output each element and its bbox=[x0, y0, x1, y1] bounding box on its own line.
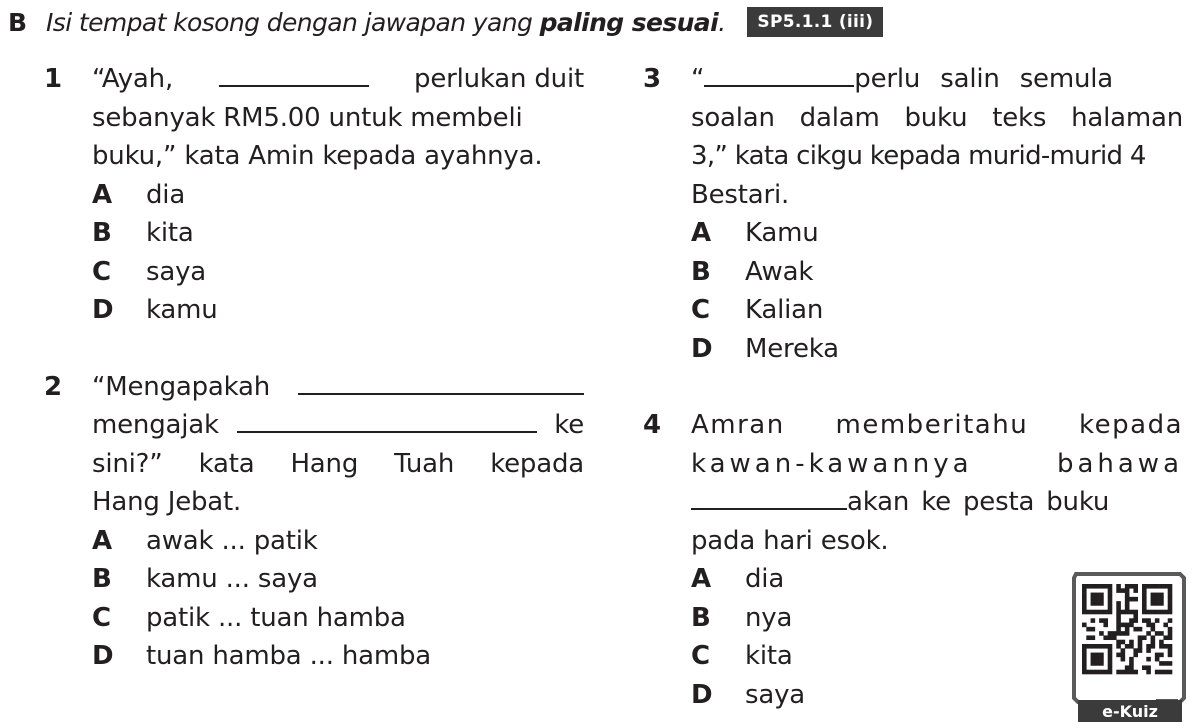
stem-line bbox=[691, 483, 1183, 522]
option-text: Awak bbox=[745, 256, 814, 287]
stem-line: Bestari. bbox=[691, 179, 790, 210]
instruction-end: . bbox=[718, 7, 726, 37]
question-stem bbox=[92, 60, 584, 176]
option-d[interactable] bbox=[691, 330, 1183, 369]
option-letter: D bbox=[92, 295, 114, 325]
option-d[interactable] bbox=[92, 637, 584, 676]
stem-line: sini?” kata Hang Tuah kepada bbox=[92, 448, 584, 479]
option-b[interactable] bbox=[92, 214, 584, 253]
left-column bbox=[44, 60, 584, 676]
stem-line bbox=[92, 406, 584, 445]
option-text: kamu bbox=[146, 295, 218, 325]
stem-line: pada hari esok. bbox=[691, 525, 889, 556]
option-text: patik ... tuan hamba bbox=[146, 602, 406, 633]
section-instruction bbox=[46, 8, 725, 37]
question-number: 4 bbox=[643, 410, 661, 440]
option-letter: A bbox=[92, 525, 112, 556]
option-letter: A bbox=[92, 179, 112, 210]
spacer bbox=[44, 330, 584, 368]
question-1 bbox=[44, 60, 584, 330]
question-stem bbox=[691, 60, 1183, 214]
instruction-bold: paling sesuai bbox=[539, 7, 719, 37]
stem-line: soalan dalam buku teks halaman bbox=[691, 102, 1183, 133]
option-c[interactable] bbox=[691, 291, 1183, 330]
option-a[interactable] bbox=[691, 214, 1183, 253]
stem-line bbox=[691, 60, 1183, 99]
ekuiz-label: e-Kuiz bbox=[1102, 702, 1158, 721]
option-c[interactable] bbox=[92, 599, 584, 638]
section-header bbox=[8, 4, 883, 40]
stem-line bbox=[92, 368, 584, 407]
stem-line: 3,” kata cikgu kepada murid-murid 4 bbox=[691, 141, 1146, 171]
option-text: kita bbox=[146, 218, 194, 248]
question-number: 3 bbox=[643, 64, 661, 94]
stem-text: perlukan duit bbox=[414, 64, 584, 94]
stem-text: “Mengapakah bbox=[92, 371, 271, 402]
question-stem bbox=[92, 368, 584, 522]
option-letter: A bbox=[691, 218, 711, 248]
stem-line: Amran memberitahu kepada bbox=[691, 410, 1183, 440]
option-letter: C bbox=[92, 602, 111, 633]
option-text: dia bbox=[745, 564, 785, 594]
option-text: dia bbox=[146, 179, 186, 210]
section-letter: B bbox=[8, 7, 28, 37]
option-text: kamu ... saya bbox=[146, 564, 318, 594]
stem-line: sebanyak RM5.00 untuk membeli bbox=[92, 102, 523, 133]
qr-frame-graphic bbox=[1072, 572, 1186, 724]
question-number: 1 bbox=[44, 64, 62, 94]
answer-blank[interactable] bbox=[237, 409, 537, 433]
spacer bbox=[643, 368, 1183, 406]
stem-text: ke bbox=[554, 410, 584, 440]
option-letter: D bbox=[691, 333, 713, 364]
answer-blank[interactable] bbox=[691, 486, 847, 510]
stem-text: mengajak bbox=[92, 410, 219, 440]
option-text: Mereka bbox=[745, 333, 839, 364]
stem-line: kawan-kawannya bahawa bbox=[691, 448, 1183, 479]
option-letter: B bbox=[691, 256, 711, 287]
option-b[interactable] bbox=[691, 253, 1183, 292]
stem-line: buku,” kata Amin kepada ayahnya. bbox=[92, 141, 543, 171]
option-text: nya bbox=[745, 602, 793, 633]
instruction-plain: Isi tempat kosong dengan jawapan yang bbox=[46, 7, 540, 37]
option-text: tuan hamba ... hamba bbox=[146, 641, 432, 671]
ekuiz-widget[interactable] bbox=[1072, 572, 1186, 724]
answer-blank[interactable] bbox=[298, 371, 584, 395]
option-text: Kalian bbox=[745, 295, 824, 325]
option-b[interactable] bbox=[92, 560, 584, 599]
option-letter: C bbox=[691, 295, 710, 325]
answer-blank[interactable] bbox=[704, 63, 854, 87]
stem-line: Hang Jebat. bbox=[92, 487, 242, 517]
standard-badge: SP5.1.1 (iii) bbox=[747, 7, 883, 37]
answer-blank[interactable] bbox=[219, 63, 369, 87]
option-letter: B bbox=[92, 564, 112, 594]
stem-text: perlu salin semula bbox=[854, 64, 1114, 94]
stem-text: akan ke pesta buku bbox=[847, 487, 1110, 517]
question-3 bbox=[643, 60, 1183, 368]
option-text: kita bbox=[745, 641, 793, 671]
option-text: Kamu bbox=[745, 218, 819, 248]
question-stem bbox=[691, 406, 1183, 560]
option-letter: B bbox=[92, 218, 112, 248]
option-c[interactable] bbox=[92, 253, 584, 292]
option-text: awak ... patik bbox=[146, 525, 318, 556]
question-2 bbox=[44, 368, 584, 676]
qr-code-icon bbox=[1082, 584, 1172, 674]
option-letter: A bbox=[691, 564, 711, 594]
question-number: 2 bbox=[44, 371, 62, 402]
option-letter: D bbox=[691, 679, 713, 710]
option-text: saya bbox=[146, 256, 206, 287]
stem-line bbox=[92, 60, 584, 99]
stem-text: “ bbox=[691, 64, 705, 94]
option-d[interactable] bbox=[92, 291, 584, 330]
option-letter: D bbox=[92, 641, 114, 671]
option-a[interactable] bbox=[92, 522, 584, 561]
option-letter: C bbox=[92, 256, 111, 287]
option-letter: B bbox=[691, 602, 711, 633]
option-letter: C bbox=[691, 641, 710, 671]
stem-text: “Ayah, bbox=[92, 64, 174, 94]
option-text: saya bbox=[745, 679, 805, 710]
option-a[interactable] bbox=[92, 176, 584, 215]
